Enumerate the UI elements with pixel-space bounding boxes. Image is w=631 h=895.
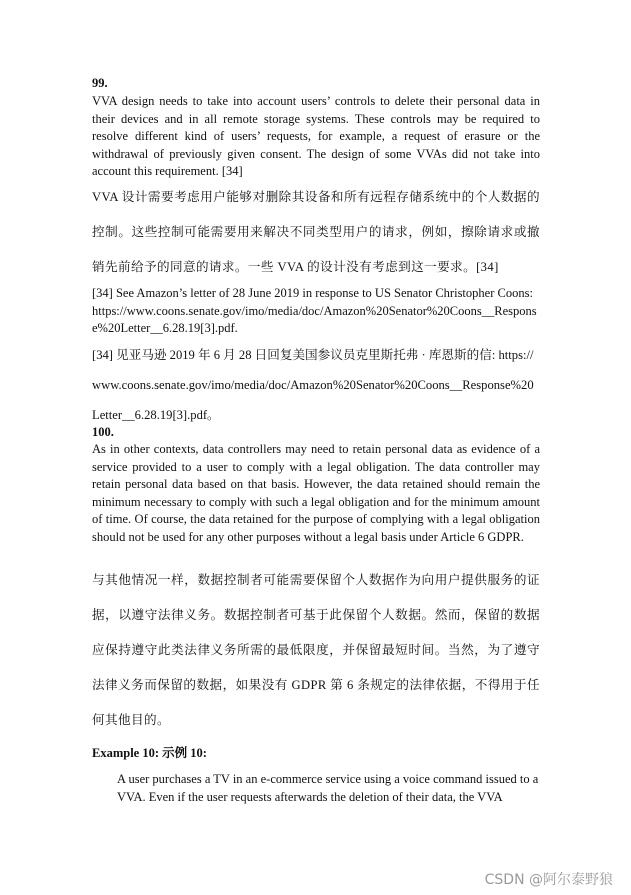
- section-99-english-text: VVA design needs to take into account users’ controls to delete their personal data in their devices and in all remote storage systems. These controls may be required to resolve different kind of users’ requests, for example, a request of erasure or the withdrawal of previously given consent. The design of some VVAs did not take into account this requirement. [34]: [92, 94, 540, 179]
- example-10-title: Example 10: 示例 10:: [92, 746, 207, 760]
- csdn-watermark: CSDN @阿尔泰野狼: [484, 872, 613, 888]
- footnote-34-english: [34] See Amazon’s letter of 28 June 2019 in response to US Senator Christopher Coons: https://www.coons.senate.gov/imo/media/doc/Amazon%20Senator%20Coons__Response%20Letter__6.28.19[3].pdf.: [92, 286, 537, 336]
- example-10-body: A user purchases a TV in an e-commerce service using a voice command issued to a VVA. Even if the user requests afterwards the deletion of their data, the VVA: [117, 772, 539, 804]
- section-99-chinese-text: VVA 设计需要考虑用户能够对删除其设备和所有远程存储系统中的个人数据的控制。这些控制可能需要用来解决不同类型用户的请求，例如，擦除请求或撤销先前给予的同意的请求。一些 VVA 的设计没有考虑到这一要求。[34]: [92, 190, 540, 274]
- section-99-number: 99.: [92, 76, 108, 90]
- section-100-number: 100.: [92, 425, 114, 439]
- footnote-34-chinese: [34] 见亚马逊 2019 年 6 月 28 日回复美国参议员克里斯托弗 · 库恩斯的信: https://www.coons.senate.gov/imo/media/doc/Amazon%20Senator%20Coons__Response%20Letter__6.28.19[3].pdf。: [92, 348, 534, 422]
- section-100-english-text: As in other contexts, data controllers may need to retain personal data as evidence of a service provided to a user to comply with a legal obligation. The data controller may retain personal data based on that basis. However, the data retained should remain the minimum necessary to comply with such a legal obligation and for the minimum amount of time. Of course, the data retained for the purpose of complying with a legal obligation should not be used for any other purposes without a legal basis under Article 6 GDPR.: [92, 442, 540, 544]
- section-100-chinese-text: 与其他情况一样，数据控制者可能需要保留个人数据作为向用户提供服务的证据，以遵守法律义务。数据控制者可基于此保留个人数据。然而，保留的数据应保持遵守此类法律义务所需的最低限度，并保留最短时间。当然，为了遵守法律义务而保留的数据，如果没有 GDPR 第 6 条规定的法律依据，不得用于任何其他目的。: [92, 573, 540, 727]
